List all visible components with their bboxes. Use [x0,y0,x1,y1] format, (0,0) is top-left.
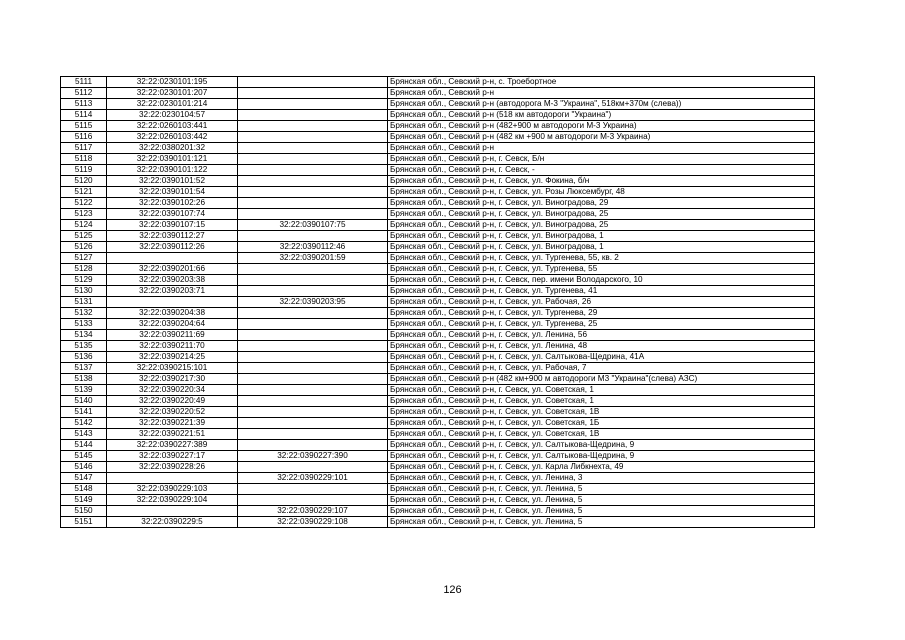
cadastral-number-cell: 32:22:0390107:15 [107,220,238,231]
address-cell: Брянская обл., Севский р-н, г. Севск, Б/н [388,154,815,165]
table-row [61,99,815,110]
address-cell: Брянская обл., Севский р-н, г. Севск, ул. Виноградова, 1 [388,242,815,253]
row-number-cell: 5133 [61,319,107,330]
table-row [61,198,815,209]
related-cadastral-number-cell [238,363,388,374]
row-number-cell: 5130 [61,286,107,297]
related-cadastral-number-cell [238,264,388,275]
row-number-cell: 5151 [61,517,107,528]
address-cell: Брянская обл., Севский р-н, г. Севск, ул. Советская, 1 [388,385,815,396]
address-cell: Брянская обл., Севский р-н, г. Севск, ул. Ленина, 56 [388,330,815,341]
table-row [61,506,815,517]
cadastral-number-cell: 32:22:0390229:104 [107,495,238,506]
address-cell: Брянская обл., Севский р-н, г. Севск, ул. Советская, 1В [388,407,815,418]
cadastral-number-cell: 32:22:0390229:5 [107,517,238,528]
cadastral-number-cell: 32:22:0390211:70 [107,341,238,352]
row-number-cell: 5139 [61,385,107,396]
related-cadastral-number-cell: 32:22:0390229:108 [238,517,388,528]
cadastral-number-cell: 32:22:0390101:52 [107,176,238,187]
address-cell: Брянская обл., Севский р-н, г. Севск, ул. Салтыкова-Щедрина, 9 [388,440,815,451]
address-cell: Брянская обл., Севский р-н (автодорога М-3 "Украина", 518км+370м (слева)) [388,99,815,110]
row-number-cell: 5132 [61,308,107,319]
table-row [61,165,815,176]
cadastral-number-cell: 32:22:0390112:27 [107,231,238,242]
table-row [61,451,815,462]
cadastral-number-cell: 32:22:0390220:34 [107,385,238,396]
related-cadastral-number-cell [238,176,388,187]
related-cadastral-number-cell [238,462,388,473]
row-number-cell: 5134 [61,330,107,341]
cadastral-number-cell: 32:22:0390101:121 [107,154,238,165]
related-cadastral-number-cell: 32:22:0390229:107 [238,506,388,517]
related-cadastral-number-cell [238,132,388,143]
cadastral-number-cell: 32:22:0390101:122 [107,165,238,176]
cadastral-number-cell: 32:22:0390228:26 [107,462,238,473]
table-row [61,462,815,473]
related-cadastral-number-cell [238,165,388,176]
cadastral-number-cell [107,297,238,308]
table-row [61,176,815,187]
cadastral-number-cell: 32:22:0390217:30 [107,374,238,385]
address-cell: Брянская обл., Севский р-н, г. Севск, ул. Тургенева, 55, кв. 2 [388,253,815,264]
address-cell: Брянская обл., Севский р-н, г. Севск, ул. Советская, 1В [388,429,815,440]
related-cadastral-number-cell: 32:22:0390107:75 [238,220,388,231]
row-number-cell: 5118 [61,154,107,165]
address-cell: Брянская обл., Севский р-н (518 км автодороги "Украина") [388,110,815,121]
related-cadastral-number-cell [238,198,388,209]
cadastral-number-cell: 32:22:0390229:103 [107,484,238,495]
address-cell: Брянская обл., Севский р-н, г. Севск, - [388,165,815,176]
land-plot-table [60,76,815,528]
table-row [61,330,815,341]
related-cadastral-number-cell [238,352,388,363]
address-cell: Брянская обл., Севский р-н, г. Севск, ул. Тургенева, 29 [388,308,815,319]
address-cell: Брянская обл., Севский р-н, г. Севск, ул. Виноградова, 25 [388,220,815,231]
address-cell: Брянская обл., Севский р-н, г. Севск, ул. Ленина, 5 [388,484,815,495]
row-number-cell: 5131 [61,297,107,308]
related-cadastral-number-cell [238,209,388,220]
row-number-cell: 5148 [61,484,107,495]
related-cadastral-number-cell: 32:22:0390227:390 [238,451,388,462]
row-number-cell: 5143 [61,429,107,440]
row-number-cell: 5120 [61,176,107,187]
related-cadastral-number-cell [238,385,388,396]
row-number-cell: 5145 [61,451,107,462]
row-number-cell: 5119 [61,165,107,176]
cadastral-number-cell: 32:22:0390203:71 [107,286,238,297]
related-cadastral-number-cell: 32:22:0390203:95 [238,297,388,308]
address-cell: Брянская обл., Севский р-н, г. Севск, ул. Фокина, б/н [388,176,815,187]
cadastral-number-cell: 32:22:0390204:38 [107,308,238,319]
row-number-cell: 5126 [61,242,107,253]
row-number-cell: 5144 [61,440,107,451]
table-row [61,154,815,165]
address-cell: Брянская обл., Севский р-н, г. Севск, ул. Ленина, 5 [388,517,815,528]
cadastral-number-cell: 32:22:0230104:57 [107,110,238,121]
table-row [61,495,815,506]
address-cell: Брянская обл., Севский р-н, г. Севск, ул. Розы Люксембург, 48 [388,187,815,198]
related-cadastral-number-cell [238,440,388,451]
cadastral-number-cell: 32:22:0390220:52 [107,407,238,418]
related-cadastral-number-cell [238,407,388,418]
address-cell: Брянская обл., Севский р-н [388,143,815,154]
address-cell: Брянская обл., Севский р-н, г. Севск, ул. Тургенева, 25 [388,319,815,330]
table-row [61,374,815,385]
table-row [61,440,815,451]
address-cell: Брянская обл., Севский р-н (482+900 м автодороги М-3 Украина) [388,121,815,132]
cadastral-number-cell: 32:22:0390215:101 [107,363,238,374]
table-row [61,396,815,407]
related-cadastral-number-cell [238,308,388,319]
related-cadastral-number-cell: 32:22:0390229:101 [238,473,388,484]
address-cell: Брянская обл., Севский р-н, г. Севск, ул. Ленина, 5 [388,506,815,517]
table-body [61,77,815,528]
table-row [61,77,815,88]
table-row [61,418,815,429]
cadastral-number-cell: 32:22:0390211:69 [107,330,238,341]
related-cadastral-number-cell [238,110,388,121]
address-cell: Брянская обл., Севский р-н, г. Севск, ул. Советская, 1 [388,396,815,407]
address-cell: Брянская обл., Севский р-н (482 км+900 м автодороги М3 "Украина"(слева) АЗС) [388,374,815,385]
address-cell: Брянская обл., Севский р-н, г. Севск, ул. Тургенева, 55 [388,264,815,275]
address-cell: Брянская обл., Севский р-н, г. Севск, ул. Ленина, 3 [388,473,815,484]
table-row [61,286,815,297]
table-row [61,341,815,352]
address-cell: Брянская обл., Севский р-н, г. Севск, ул. Тургенева, 41 [388,286,815,297]
related-cadastral-number-cell [238,429,388,440]
cadastral-number-cell [107,473,238,484]
related-cadastral-number-cell [238,396,388,407]
cadastral-number-cell: 32:22:0390221:51 [107,429,238,440]
cadastral-number-cell: 32:22:0390112:26 [107,242,238,253]
related-cadastral-number-cell [238,121,388,132]
cadastral-number-cell: 32:22:0230101:207 [107,88,238,99]
related-cadastral-number-cell [238,231,388,242]
address-cell: Брянская обл., Севский р-н, г. Севск, ул. Рабочая, 26 [388,297,815,308]
table-row [61,297,815,308]
related-cadastral-number-cell [238,187,388,198]
row-number-cell: 5122 [61,198,107,209]
related-cadastral-number-cell [238,418,388,429]
address-cell: Брянская обл., Севский р-н, г. Севск, ул. Салтыкова-Щедрина, 9 [388,451,815,462]
cadastral-number-cell: 32:22:0390214:25 [107,352,238,363]
address-cell: Брянская обл., Севский р-н [388,88,815,99]
cadastral-number-cell: 32:22:0390101:54 [107,187,238,198]
table-row [61,385,815,396]
address-cell: Брянская обл., Севский р-н, г. Севск, ул. Ленина, 48 [388,341,815,352]
related-cadastral-number-cell [238,330,388,341]
related-cadastral-number-cell [238,143,388,154]
table-row [61,363,815,374]
table-row [61,264,815,275]
related-cadastral-number-cell: 32:22:0390201:59 [238,253,388,264]
table-row [61,473,815,484]
row-number-cell: 5137 [61,363,107,374]
row-number-cell: 5150 [61,506,107,517]
page-number: 126 [443,584,462,596]
row-number-cell: 5113 [61,99,107,110]
row-number-cell: 5112 [61,88,107,99]
address-cell: Брянская обл., Севский р-н (482 км +900 м автодороги М-3 Украина) [388,132,815,143]
row-number-cell: 5136 [61,352,107,363]
table-row [61,132,815,143]
address-cell: Брянская обл., Севский р-н, г. Севск, ул. Виноградова, 1 [388,231,815,242]
cadastral-number-cell: 32:22:0380201:32 [107,143,238,154]
cadastral-number-cell: 32:22:0390220:49 [107,396,238,407]
row-number-cell: 5135 [61,341,107,352]
cadastral-number-cell: 32:22:0260103:441 [107,121,238,132]
row-number-cell: 5147 [61,473,107,484]
address-cell: Брянская обл., Севский р-н, г. Севск, ул. Виноградова, 29 [388,198,815,209]
cadastral-number-cell: 32:22:0230101:214 [107,99,238,110]
cadastral-number-cell: 32:22:0390227:17 [107,451,238,462]
table-row [61,187,815,198]
row-number-cell: 5149 [61,495,107,506]
related-cadastral-number-cell [238,88,388,99]
related-cadastral-number-cell [238,495,388,506]
table-row [61,220,815,231]
row-number-cell: 5138 [61,374,107,385]
row-number-cell: 5111 [61,77,107,88]
related-cadastral-number-cell [238,484,388,495]
cadastral-number-cell: 32:22:0390107:74 [107,209,238,220]
table-row [61,253,815,264]
row-number-cell: 5125 [61,231,107,242]
cadastral-number-cell: 32:22:0390227:389 [107,440,238,451]
row-number-cell: 5146 [61,462,107,473]
address-cell: Брянская обл., Севский р-н, г. Севск, ул. Советская, 1Б [388,418,815,429]
related-cadastral-number-cell [238,319,388,330]
table-row [61,484,815,495]
row-number-cell: 5142 [61,418,107,429]
row-number-cell: 5117 [61,143,107,154]
row-number-cell: 5114 [61,110,107,121]
table-row [61,110,815,121]
address-cell: Брянская обл., Севский р-н, г. Севск, ул. Виноградова, 25 [388,209,815,220]
row-number-cell: 5124 [61,220,107,231]
table-row [61,352,815,363]
related-cadastral-number-cell [238,99,388,110]
related-cadastral-number-cell [238,341,388,352]
address-cell: Брянская обл., Севский р-н, г. Севск, пер. имени Володарского, 10 [388,275,815,286]
table-row [61,242,815,253]
cadastral-number-cell: 32:22:0230101:195 [107,77,238,88]
cadastral-number-cell [107,506,238,517]
related-cadastral-number-cell [238,374,388,385]
row-number-cell: 5127 [61,253,107,264]
address-cell: Брянская обл., Севский р-н, г. Севск, ул. Салтыкова-Щедрина, 41А [388,352,815,363]
related-cadastral-number-cell [238,77,388,88]
table-row [61,121,815,132]
table-row [61,319,815,330]
address-cell: Брянская обл., Севский р-н, г. Севск, ул. Рабочая, 7 [388,363,815,374]
related-cadastral-number-cell [238,286,388,297]
cadastral-number-cell: 32:22:0390201:66 [107,264,238,275]
table-row [61,88,815,99]
related-cadastral-number-cell [238,154,388,165]
row-number-cell: 5123 [61,209,107,220]
address-cell: Брянская обл., Севский р-н, г. Севск, ул. Карла Либкнехта, 49 [388,462,815,473]
address-cell: Брянская обл., Севский р-н, с. Троебортное [388,77,815,88]
row-number-cell: 5116 [61,132,107,143]
table-row [61,209,815,220]
cadastral-number-cell: 32:22:0390203:38 [107,275,238,286]
cadastral-number-cell: 32:22:0390221:39 [107,418,238,429]
row-number-cell: 5121 [61,187,107,198]
related-cadastral-number-cell [238,275,388,286]
table-row [61,407,815,418]
table-row [61,308,815,319]
row-number-cell: 5129 [61,275,107,286]
cadastral-number-cell: 32:22:0260103:442 [107,132,238,143]
table-row [61,429,815,440]
table-row [61,275,815,286]
table-row [61,517,815,528]
table-row [61,143,815,154]
row-number-cell: 5140 [61,396,107,407]
cadastral-number-cell [107,253,238,264]
cadastral-number-cell: 32:22:0390102:26 [107,198,238,209]
address-cell: Брянская обл., Севский р-н, г. Севск, ул. Ленина, 5 [388,495,815,506]
row-number-cell: 5128 [61,264,107,275]
row-number-cell: 5141 [61,407,107,418]
row-number-cell: 5115 [61,121,107,132]
related-cadastral-number-cell: 32:22:0390112:46 [238,242,388,253]
cadastral-number-cell: 32:22:0390204:64 [107,319,238,330]
table-row [61,231,815,242]
